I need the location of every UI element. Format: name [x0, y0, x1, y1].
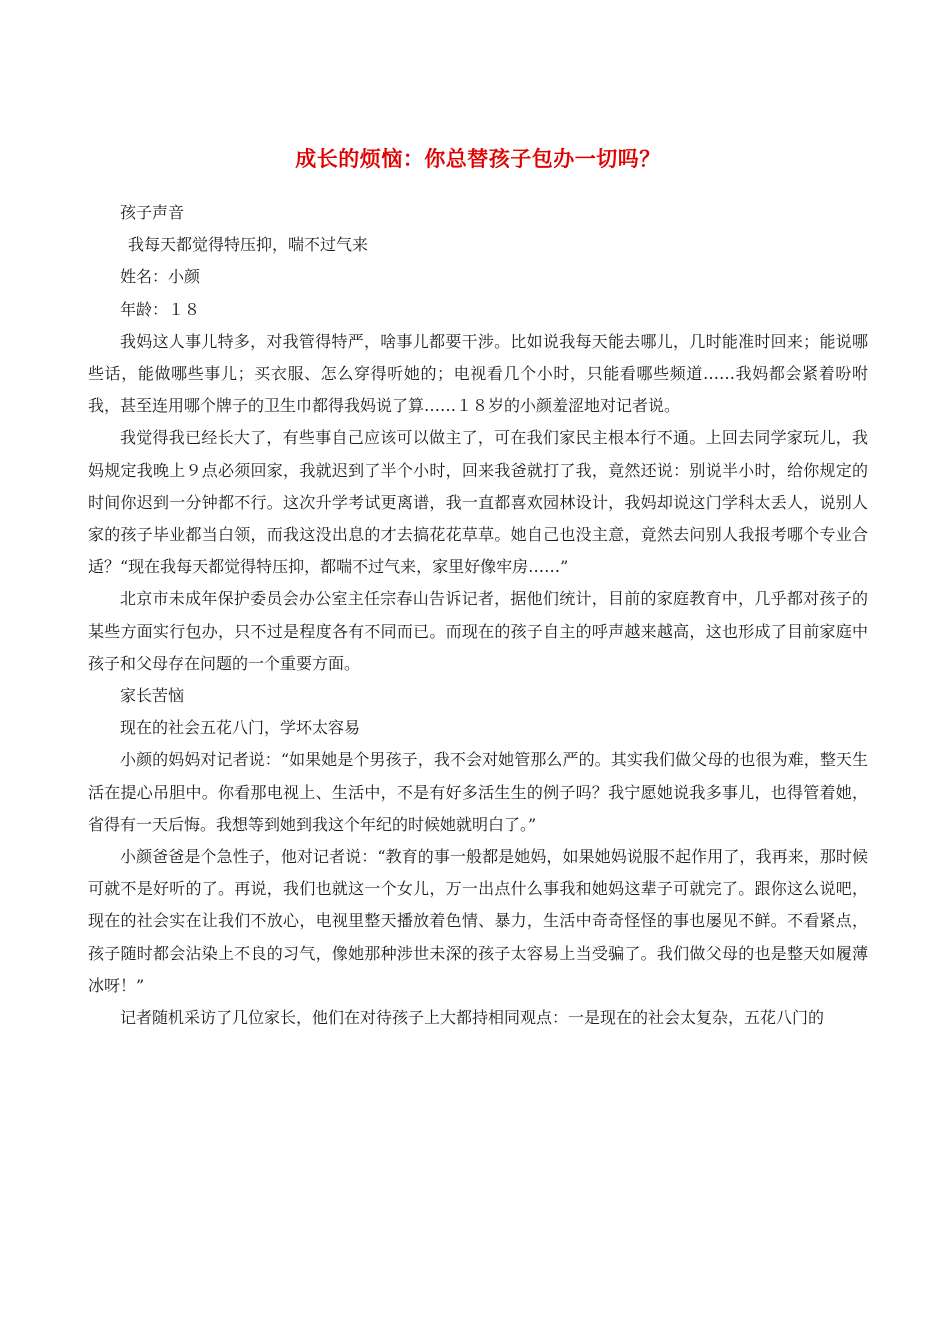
section-heading-parent-worries: 家长苦恼	[120, 686, 185, 706]
paragraph: 小颜的妈妈对记者说：“如果她是个男孩子，我不会对她管那么严的。其实我们做父母的也很为难，整天生活在提心吊胆中。你看那电视上、生活中，不是有好多活生生的例子吗？我宁愿她说我多事儿，也得管着她，省得有一天后悔。我想等到她到我这个年纪的时候她就明白了。”	[88, 750, 868, 834]
subheading-child-quote: 我每天都觉得特压抑，喘不过气来	[128, 235, 369, 255]
info-age: 年龄：１８	[120, 299, 201, 319]
document-body	[88, 197, 868, 1034]
document-title: 成长的烦恼：你总替孩子包办一切吗？	[295, 146, 661, 171]
paragraph: 记者随机采访了几位家长，他们在对待孩子上大都持相同观点：一是现在的社会太复杂，五花八门的	[120, 1008, 825, 1028]
paragraph: 我妈这人事儿特多，对我管得特严，啥事儿都要干涉。比如说我每天能去哪儿，几时能准时回来；能说哪些话，能做哪些事儿；买衣服、怎么穿得听她的；电视看几个小时，只能看哪些频道……我妈都会紧着吩咐我，甚至连用哪个牌子的卫生巾都得我妈说了算……１８岁的小颜羞涩地对记者说。	[88, 331, 868, 416]
subheading-parent-quote: 现在的社会五花八门，学坏太容易	[120, 718, 361, 738]
info-name: 姓名：小颜	[120, 267, 201, 287]
paragraph: 北京市未成年保护委员会办公室主任宗春山告诉记者，据他们统计，目前的家庭教育中，几乎都对孩子的某些方面实行包办，只不过是程度各有不同而已。而现在的孩子自主的呼声越来越高，这也形成了目前家庭中孩子和父母存在问题的一个重要方面。	[88, 589, 868, 673]
section-heading-child-voice: 孩子声音	[120, 203, 185, 222]
paragraph: 我觉得我已经长大了，有些事自己应该可以做主了，可在我们家民主根本行不通。上回去同学家玩儿，我妈规定我晚上９点必须回家，我就迟到了半个小时，回来我爸就打了我，竟然还说：别说半小时，给你规定的时间你迟到一分钟都不行。这次升学考试更离谱，我一直都喜欢园林设计，我妈却说这门学科太丢人，说别人家的孩子毕业都当白领，而我这没出息的才去搞花花草草。她自己也没主意，竟然去问别人我报考哪个专业合适？“现在我每天都觉得特压抑，都喘不过气来，家里好像牢房……”	[88, 428, 868, 577]
paragraph: 小颜爸爸是个急性子，他对记者说：“教育的事一般都是她妈，如果她妈说服不起作用了，我再来，那时候可就不是好听的了。再说，我们也就这一个女儿，万一出点什么事我和她妈这辈子可就完了。跟你这么说吧，现在的社会实在让我们不放心，电视里整天播放着色情、暴力，生活中奇奇怪怪的事也屡见不鲜。不看紧点，孩子随时都会沾染上不良的习气，像她那种涉世未深的孩子太容易上当受骗了。我们做父母的也是整天如履薄冰呀！”	[88, 847, 868, 995]
